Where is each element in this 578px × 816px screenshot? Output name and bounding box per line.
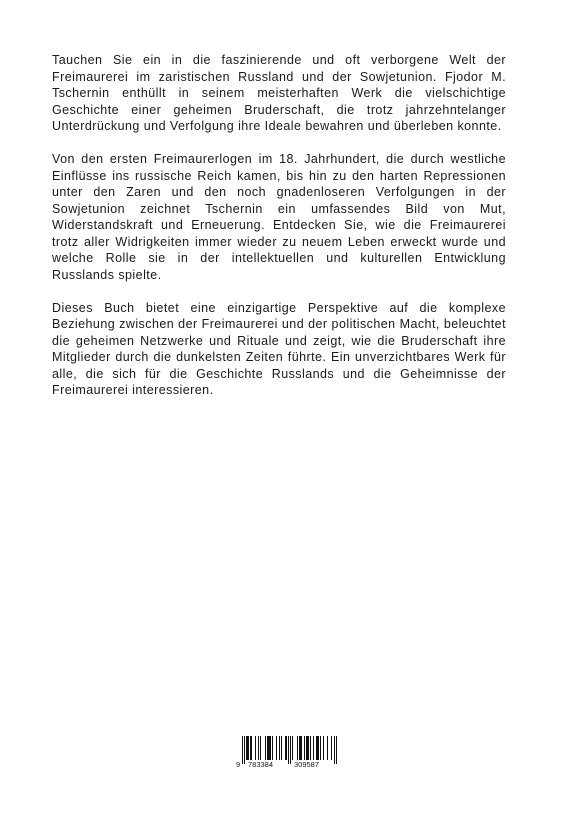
blurb-paragraph-1: Tauchen Sie ein in die faszinierende und oft verborgene Welt der Freimaurerei im zaristischen Russland und der Sowjetunion. Fjodor M. Tschernin enthüllt in seinem meisterhaften Werk die vielschichtige Geschichte einer geheimen Bruderschaft, die trotz jahrzehntelanger Unterdrückung und Verfolgung ihre Ideale bewahren und überleben konnte.	[52, 53, 506, 133]
barcode-right-group: 309587	[294, 760, 320, 769]
barcode-bar	[297, 736, 298, 760]
barcode-bar	[281, 736, 282, 760]
barcode-bar	[270, 736, 271, 760]
barcode-bar	[285, 736, 286, 760]
barcode-bar	[313, 736, 314, 760]
blurb-text	[52, 52, 506, 415]
barcode-bar	[255, 736, 256, 760]
barcode-bar	[318, 736, 319, 760]
barcode-bar	[306, 736, 307, 760]
barcode-bar	[327, 736, 328, 760]
barcode-bar	[260, 736, 261, 760]
barcode-lead-digit: 9	[236, 760, 241, 769]
blurb-paragraph-2: Von den ersten Freimaurerlogen im 18. Jahrhundert, die durch westliche Einflüsse ins russische Reich kamen, bis hin zu den harten Repressionen unter den Zaren und den noch gnadenloseren Verfolgungen in der Sowjetunion zeichnet Tschernin ein umfassendes Bild von Mut, Widerstandskraft und Erneuerung. Entdecken Sie, wie die Freimaurerei trotz aller Widrigkeiten immer wieder zu neuem Leben erweckt wurde und welche Rolle sie in der intellektuellen und kulturellen Entwicklung Russlands spielte.	[52, 152, 506, 282]
isbn-barcode	[235, 736, 339, 770]
blurb-paragraph-3: Dieses Buch bietet eine einzigartige Perspektive auf die komplexe Beziehung zwischen der Freimaurerei und der politischen Macht, beleuchtet die geheimen Netzwerke und Rituale und zeigt, wie die Bruderschaft ihre Mitglieder durch die dunkelsten Zeiten führte. Ein unverzichtbares Werk für alle, die sich für die Geschichte Russlands und die Geheimnisse der Freimaurerei interessieren.	[52, 300, 506, 397]
barcode-digits	[235, 760, 339, 770]
barcode-bar	[292, 736, 293, 760]
barcode-bar	[251, 736, 252, 760]
barcode-bar	[258, 736, 259, 760]
barcode-bar	[248, 736, 249, 760]
barcode-bar	[246, 736, 247, 760]
barcode-bar	[268, 736, 269, 760]
barcode-bar	[317, 736, 318, 760]
barcode-bar	[286, 736, 287, 760]
barcode-bar	[247, 736, 248, 760]
barcode-bar	[308, 736, 309, 760]
barcode-bar	[301, 736, 302, 760]
barcode-bar	[307, 736, 308, 760]
barcode-left-group: 783384	[248, 760, 274, 769]
barcode-bar	[276, 736, 277, 760]
barcode-bar	[300, 736, 301, 760]
barcode-bar	[304, 736, 305, 760]
barcode-bar	[310, 736, 311, 760]
barcode-bar	[269, 736, 270, 760]
barcode-bar	[320, 736, 321, 760]
barcode-bar	[265, 736, 266, 760]
barcode-bar	[272, 736, 273, 760]
barcode-bar	[250, 736, 251, 760]
barcode-bar	[323, 736, 324, 760]
barcode-bar	[279, 736, 280, 760]
barcode-bar	[331, 736, 332, 760]
barcode-bar	[299, 736, 300, 760]
barcode-bar	[316, 736, 317, 760]
barcode-bar	[267, 736, 268, 760]
